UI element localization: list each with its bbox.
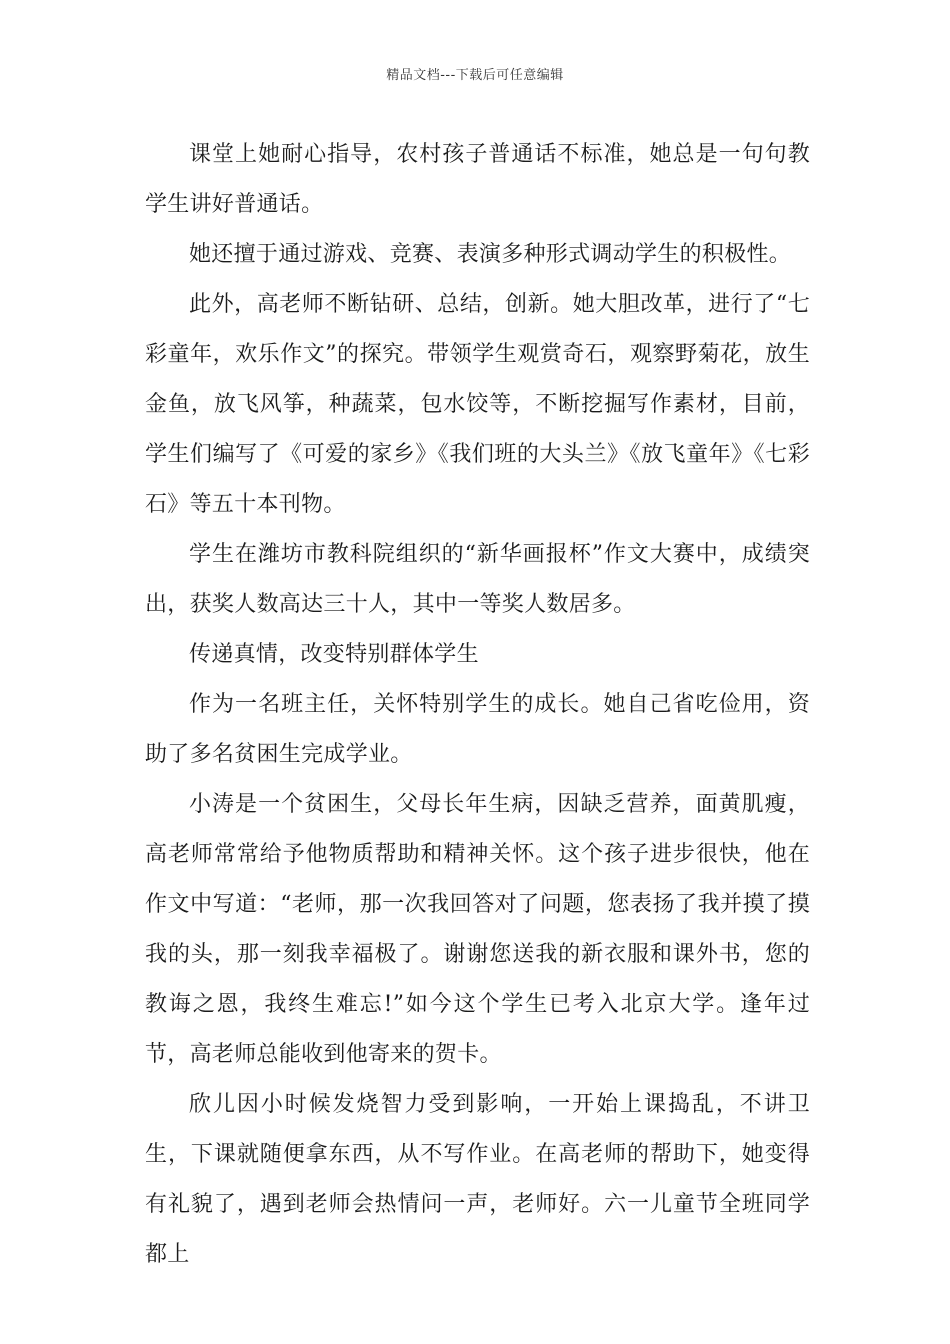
paragraph-5: 作为一名班主任，关怀特别学生的成长。她自己省吃俭用，资助了多名贫困生完成学业。 [145, 692, 810, 767]
page-header: 精品文档---下载后可任意编辑 [386, 68, 564, 83]
paragraph-1: 课堂上她耐心指导，农村孩子普通话不标准，她总是一句句教学生讲好普通话。 [145, 142, 810, 217]
paragraph-2: 她还擅于通过游戏、竞赛、表演多种形式调动学生的积极性。 [189, 242, 792, 267]
paragraph-6: 小涛是一个贫困生，父母长年生病，因缺乏营养，面黄肌瘦，高老师常常给予他物质帮助和精神关怀。这个孩子进步很快，他在作文中写道：“老师，那一次我回答对了问题，您表扬了我并摸了摸我的头，那一刻我幸福极了。谢谢您送我的新衣服和课外书，您的教诲之恩，我终生难忘!”如今这个学生已考入北京大学。逢年过节，高老师总能收到他寄来的贺卡。 [145, 792, 810, 1067]
paragraph-3: 此外，高老师不断钻研、总结，创新。她大胆改革，进行了“七彩童年，欢乐作文”的探究。带领学生观赏奇石，观察野菊花，放生金鱼，放飞风筝，种蔬菜，包水饺等，不断挖掘写作素材，目前，学生们编写了《可爱的家乡》《我们班的大头兰》《放飞童年》《七彩石》等五十本刊物。 [145, 292, 810, 517]
section-heading: 传递真情，改变特别群体学生 [189, 642, 479, 667]
paragraph-4: 学生在潍坊市教科院组织的“新华画报杯”作文大赛中，成绩突出，获奖人数高达三十人，其中一等奖人数居多。 [145, 542, 810, 617]
document-body [145, 130, 810, 1280]
paragraph-7: 欣儿因小时候发烧智力受到影响，一开始上课捣乱，不讲卫生，下课就随便拿东西，从不写作业。在高老师的帮助下，她变得有礼貌了，遇到老师会热情问一声，老师好。六一儿童节全班同学都上 [145, 1092, 810, 1267]
